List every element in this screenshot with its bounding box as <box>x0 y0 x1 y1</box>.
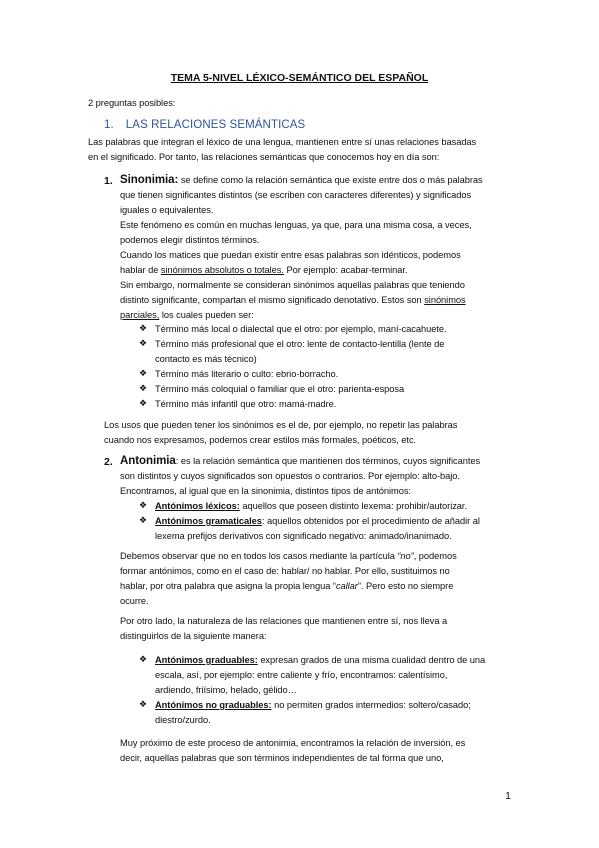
antonimia-term: Antonimia <box>120 455 176 467</box>
intro-paragraph <box>88 135 476 165</box>
list-item: ❖ Término más infantil que otro: mamá-madre. <box>139 397 519 412</box>
otro-lado-paragraph: Por otro lado, la naturaleza de las relaciones que mantienen entre sí, nos lleva a distinguirlos de la siguiente manera: <box>120 616 448 641</box>
diamond-bullet-icon: ❖ <box>139 324 148 334</box>
intro-line: en el significado. Por tanto, las relaciones semánticas que conocemos hoy en día son: <box>88 152 440 162</box>
graduables-bullet-list <box>139 653 519 728</box>
list-item: ❖ Antónimos gramaticales: aquellos obtenidos por el procedimiento de añadir al lexema prefijos derivativos con significado negativo: animado/inanimado. <box>139 516 480 541</box>
item-number-1: 1. <box>104 175 113 187</box>
item-number-2: 2. <box>104 456 113 468</box>
diamond-bullet-icon: ❖ <box>139 516 148 526</box>
antonimia-paragraph: Antonimia: es la relación semántica que mantienen dos términos, cuyos significantes son distintos y cuyos significados son opuestos o contrarios. Por ejemplo: alto-bajo. Encontramos, al igual que en la sinonimia, distintos tipos de antónimos: <box>120 455 481 496</box>
debemos-paragraph: Debemos observar que no en todos los casos mediante la partícula “no”, podemos formar antónimos, como en el caso de: hablar/ no hablar. Por ello, sustituimos no hablar, por otra palabra que asigna la propia lengua “callar”. Pero esto no siempre ocurre. <box>120 551 457 606</box>
usos-paragraph: Los usos que pueden tener los sinónimos es el de, por ejemplo, no repetir las palabras cuando nos expresamos, podemos crear estilos más formales, poéticos, etc. <box>104 420 458 445</box>
section-number: 1. <box>104 119 114 131</box>
list-item: ❖ Término más local o dialectal que el otro: por ejemplo, maní-cacahuete. <box>139 322 519 337</box>
section-label: LAS RELACIONES SEMÁNTICAS <box>125 119 306 131</box>
document-title: TEMA 5-NIVEL LÉXICO-SEMÁNTICO DEL ESPAÑOL <box>170 72 429 84</box>
section-heading <box>104 119 305 131</box>
diamond-bullet-icon: ❖ <box>139 700 148 710</box>
sinonimos-parciales-term: sinónimos <box>424 295 466 305</box>
sinonimos-totales-term: sinónimos absolutos o totales. <box>160 265 284 275</box>
diamond-bullet-icon: ❖ <box>139 501 148 511</box>
diamond-bullet-icon: ❖ <box>139 399 148 409</box>
sinonimia-term: Sinonimia: <box>120 174 179 186</box>
list-item: ❖ Término más profesional que el otro: lente de contacto-lentilla (lente de contacto es más técnico) <box>139 339 445 364</box>
muy-proximo-paragraph: Muy próximo de este proceso de antonimia, encontramos la relación de inversión, es decir, aquellas palabras que son términos independientes de tal forma que uno, <box>120 738 466 763</box>
page-number: 1 <box>505 790 511 802</box>
sinonimos-bullet-list <box>139 322 519 412</box>
antonimos-bullet-list <box>139 499 519 544</box>
sinonimia-paragraph: Sinonimia: se define como la relación semántica que existe entre dos o más palabras que tienen significantes distintos (se escriben con caracteres diferentes) y significados iguales o equivalentes. Este fenómeno es común en muchas lenguas, ya que, para una misma cosa, a veces, podemos elegir distintos términos. Cuando los matices que puedan existir entre esas palabras son idénticos, podemos hablar de sinónimos absolutos o totales. Por ejemplo: acabar-terminar. Sin embargo, normalmente se consideran sinónimos aquellas palabras que teniendo distinto significante, compartan el mismo significado denotativo. Estos son sinónimos parciales, los cuales pueden ser: <box>120 174 483 320</box>
diamond-bullet-icon: ❖ <box>139 384 148 394</box>
intro-line: Las palabras que integran el léxico de una lengua, mantienen entre sí unas relaciones basadas <box>88 137 477 147</box>
preguntas-text: 2 preguntas posibles: <box>88 98 176 108</box>
diamond-bullet-icon: ❖ <box>139 655 148 665</box>
list-item: ❖ Término más coloquial o familiar que el otro: parienta-esposa <box>139 382 519 397</box>
list-item: ❖ Antónimos graduables: expresan grados de una misma cualidad dentro de una escala, así, por ejemplo: entre caliente y frío, encontramos: calentísimo, ardiendo, friísimo, helado, gélido… <box>139 655 486 695</box>
list-item: ❖ Término más literario o culto: ebrio-borracho. <box>139 367 519 382</box>
diamond-bullet-icon: ❖ <box>139 369 148 379</box>
list-item: ❖ Antónimos no graduables: no permiten grados intermedios: soltero/casado; diestro/zurdo. <box>139 700 471 725</box>
diamond-bullet-icon: ❖ <box>139 339 148 349</box>
list-item: ❖ Antónimos léxicos: aquellos que poseen distinto lexema: prohibir/autorizar. <box>139 499 519 514</box>
